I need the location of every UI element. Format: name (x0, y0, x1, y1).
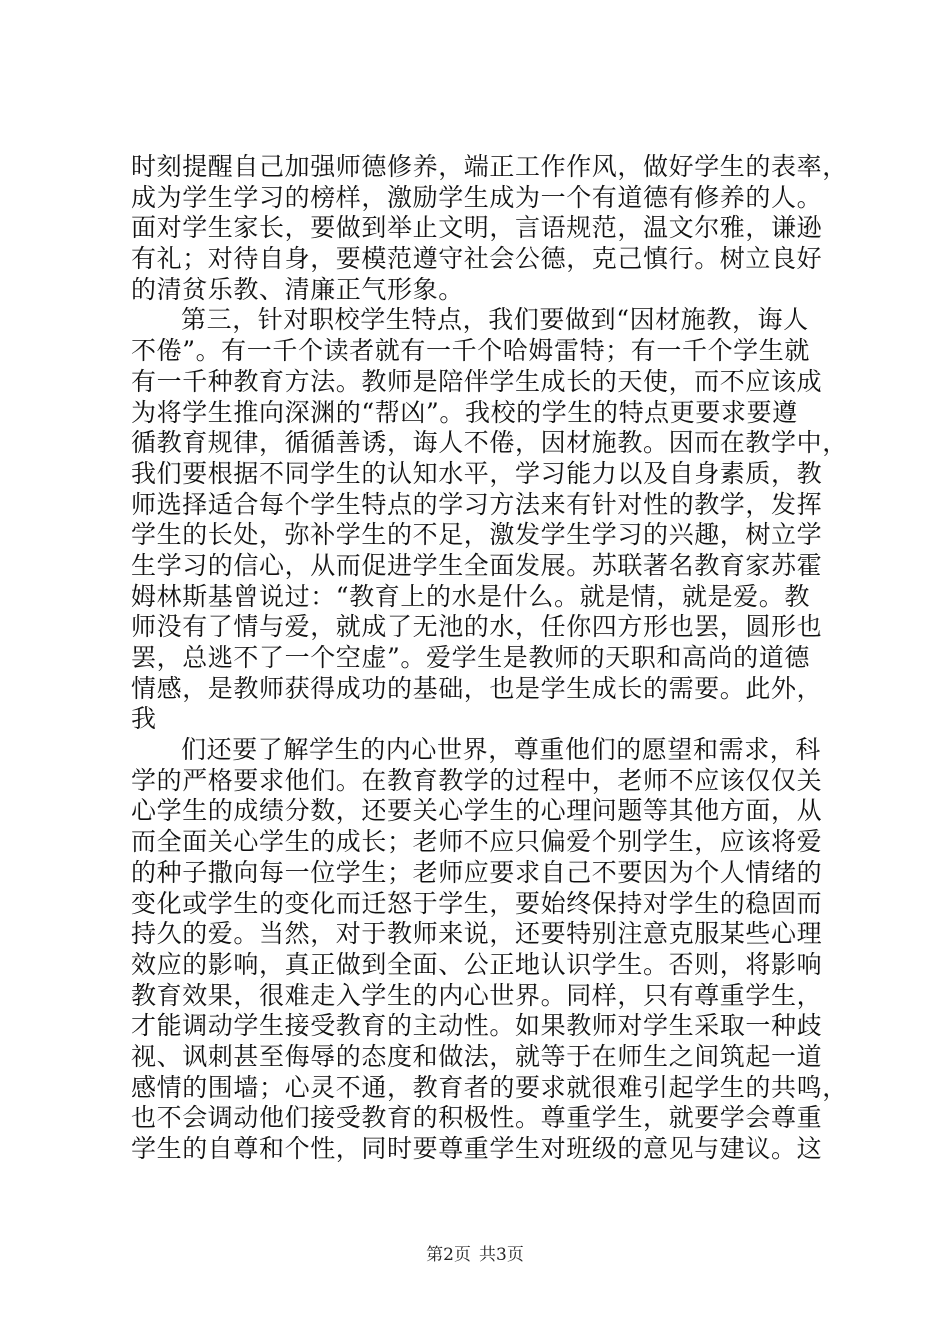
text-line: 学的严格要求他们。在教育教学的过程中，老师不应该仅仅关 (131, 765, 823, 795)
text-line: 的种子撒向每一位学生；老师应要求自己不要因为个人情绪的 (131, 857, 823, 887)
text-line: 的清贫乐教、清廉正气形象。 (131, 274, 464, 304)
text-line: 学生的自尊和个性，同时要尊重学生对班级的意见与建议。这 (131, 1134, 823, 1163)
text-line: 效应的影响，真正做到全面、公正地认识学生。否则，将影响 (131, 949, 823, 979)
text-line: 时刻提醒自己加强师德修养，端正工作作风，做好学生的表率， (131, 152, 848, 181)
text-line: 有礼；对待自身，要模范遵守社会公德，克己慎行。树立良好 (131, 244, 823, 274)
text-line: 感情的围墙；心灵不通，教育者的要求就很难引起学生的共鸣， (131, 1072, 848, 1102)
text-line: 持久的爱。当然，对于教师来说，还要特别注意克服某些心理 (131, 919, 823, 949)
text-line: 我们要根据不同学生的认知水平，学习能力以及自身素质，教 (131, 458, 823, 488)
text-line: 们还要了解学生的内心世界，尊重他们的愿望和需求，科 (181, 735, 822, 765)
text-line: 姆林斯基曾说过：“教育上的水是什么。就是情，就是爱。教 (131, 581, 810, 611)
text-line: 第三，针对职校学生特点，我们要做到“因材施教，诲人 (181, 305, 809, 335)
page-footer (0, 1244, 950, 1266)
text-line: 生学习的信心，从而促进学生全面发展。苏联著名教育家苏霍 (131, 550, 823, 580)
text-line: 学生的长处，弥补学生的不足，激发学生学习的兴趣，树立学 (131, 520, 823, 550)
text-line: 视、讽刺甚至侮辱的态度和做法，就等于在师生之间筑起一道 (131, 1041, 823, 1071)
text-line: 成为学生学习的榜样，激励学生成为一个有道德有修养的人。 (131, 182, 823, 212)
page-number: 第2页 (426, 1245, 471, 1265)
text-line: 我 (131, 704, 157, 734)
text-line: 师没有了情与爱，就成了无池的水，任你四方形也罢，圆形也 (131, 612, 823, 642)
text-line: 为将学生推向深渊的“帮凶”。我校的学生的特点更要求要遵 (131, 397, 798, 427)
text-line: 才能调动学生接受教育的主动性。如果教师对学生采取一种歧 (131, 1011, 823, 1041)
text-line: 也不会调动他们接受教育的积极性。尊重学生，就要学会尊重 (131, 1103, 823, 1133)
text-line: 不倦”。有一千个读者就有一千个哈姆雷特；有一千个学生就 (131, 336, 810, 366)
text-line: 教育效果，很难走入学生的内心世界。同样，只有尊重学生， (131, 980, 823, 1010)
text-line: 师选择适合每个学生特点的学习方法来有针对性的教学，发挥 (131, 489, 823, 519)
text-line: 而全面关心学生的成长；老师不应只偏爱个别学生，应该将爱 (131, 827, 823, 857)
text-line: 有一千种教育方法。教师是陪伴学生成长的天使，而不应该成 (131, 366, 823, 396)
text-line: 变化或学生的变化而迁怒于学生，要始终保持对学生的稳固而 (131, 888, 823, 918)
text-line: 罢，总逃不了一个空虚”。爱学生是教师的天职和高尚的道德 (131, 643, 810, 672)
text-line: 情感，是教师获得成功的基础，也是学生成长的需要。此外， (131, 673, 823, 703)
text-line: 面对学生家长，要做到举止文明，言语规范，温文尔雅，谦逊 (131, 213, 823, 243)
text-line: 心学生的成绩分数，还要关心学生的心理问题等其他方面，从 (131, 796, 823, 826)
document-body (131, 152, 848, 1165)
text-line: 循教育规律，循循善诱，诲人不倦，因材施教。因而在教学中， (131, 428, 848, 458)
page-total: 共3页 (479, 1245, 524, 1265)
